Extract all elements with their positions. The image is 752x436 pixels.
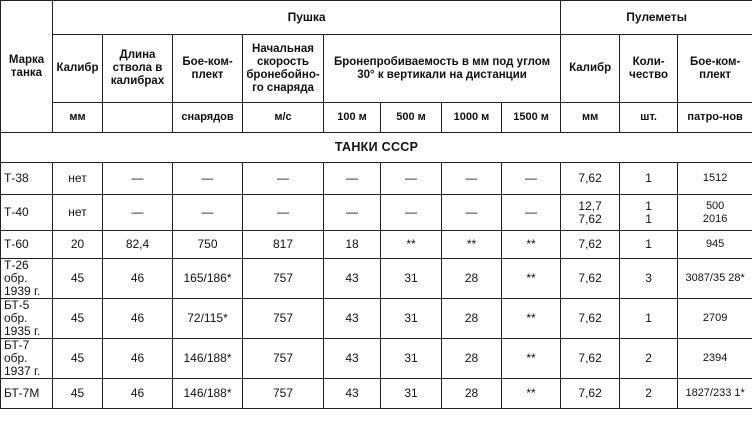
cell-muzzle: 757 [243, 299, 324, 339]
cell-muzzle: 757 [243, 339, 324, 379]
cell-ammo: 72/115* [173, 299, 243, 339]
cell-mg-ammo: 2709 [678, 299, 752, 339]
cell-name: БТ-7 обр. 1937 г. [1, 339, 53, 379]
table-row [1, 299, 752, 339]
cell-muzzle: 757 [243, 259, 324, 299]
cell-p500: 31 [381, 299, 442, 339]
cell-muzzle: — [243, 163, 324, 195]
cell-barrel: 46 [103, 339, 173, 379]
cell-name: Т-60 [1, 231, 53, 259]
table-row [1, 163, 752, 195]
cell-p500: 31 [381, 339, 442, 379]
cell-p1500: ** [502, 299, 561, 339]
unit-mg-count: шт. [620, 103, 678, 133]
cell-ammo: — [173, 195, 243, 231]
cell-p1000: 28 [442, 379, 502, 409]
cell-mg-ammo: 3087/35 28* [678, 259, 752, 299]
unit-d500: 500 м [381, 103, 442, 133]
unit-mg-caliber: мм [561, 103, 620, 133]
cell-ammo: 146/188* [173, 379, 243, 409]
cell-p100: 18 [324, 231, 381, 259]
cell-mg-caliber: 7,62 [561, 299, 620, 339]
cell-ammo: 750 [173, 231, 243, 259]
cell-p1000: — [442, 195, 502, 231]
cell-mg-ammo: 1512 [678, 163, 752, 195]
cell-caliber: 45 [53, 379, 103, 409]
section-title: ТАНКИ СССР [1, 133, 752, 163]
cell-p1500: ** [502, 259, 561, 299]
header-mg-caliber: Калибр [561, 35, 620, 103]
cell-barrel: 46 [103, 379, 173, 409]
unit-d1500: 1500 м [502, 103, 561, 133]
cell-mg-count: 1 [620, 163, 678, 195]
header-mg-count: Коли-чество [620, 35, 678, 103]
cell-caliber: 20 [53, 231, 103, 259]
unit-mg-ammo: патро-нов [678, 103, 752, 133]
cell-p1000: — [442, 163, 502, 195]
unit-caliber: мм [53, 103, 103, 133]
cell-muzzle: — [243, 195, 324, 231]
cell-p500: ** [381, 231, 442, 259]
cell-p1500: — [502, 163, 561, 195]
cell-mg-count: 3 [620, 259, 678, 299]
unit-d1000: 1000 м [442, 103, 502, 133]
cell-barrel: 82,4 [103, 231, 173, 259]
cell-mg-caliber: 7,62 [561, 163, 620, 195]
table-row [1, 339, 752, 379]
header-gun-group: Пушка [53, 1, 561, 35]
cell-p1000: 28 [442, 339, 502, 379]
cell-p500: 31 [381, 379, 442, 409]
cell-caliber: 45 [53, 299, 103, 339]
cell-ammo: 146/188* [173, 339, 243, 379]
cell-ammo: 165/186* [173, 259, 243, 299]
cell-p1000: 28 [442, 259, 502, 299]
header-brand: Марка танка [1, 1, 53, 133]
table-row [1, 195, 752, 231]
unit-barrel [103, 103, 173, 133]
cell-p100: 43 [324, 339, 381, 379]
cell-p500: — [381, 163, 442, 195]
cell-mg-caliber: 7,62 [561, 231, 620, 259]
cell-p500: 31 [381, 259, 442, 299]
cell-ammo: — [173, 163, 243, 195]
cell-p100: 43 [324, 259, 381, 299]
cell-mg-count: 1 [620, 231, 678, 259]
cell-barrel: 46 [103, 259, 173, 299]
cell-caliber: нет [53, 163, 103, 195]
table-row [1, 259, 752, 299]
header-penetration: Бронепробиваемость в мм под углом 30° к вертикали на дистанции [324, 35, 561, 103]
cell-p1000: ** [442, 231, 502, 259]
cell-mg-caliber: 7,62 [561, 379, 620, 409]
header-barrel: Длина ствола в калибрах [103, 35, 173, 103]
table-row [1, 231, 752, 259]
cell-mg-caliber: 12,7 7,62 [561, 195, 620, 231]
cell-name: БТ-5 обр. 1935 г. [1, 299, 53, 339]
cell-mg-ammo: 500 2016 [678, 195, 752, 231]
cell-name: Т-38 [1, 163, 53, 195]
cell-p1500: — [502, 195, 561, 231]
cell-p500: — [381, 195, 442, 231]
cell-name: Т-40 [1, 195, 53, 231]
unit-muzzle: м/с [243, 103, 324, 133]
cell-p100: 43 [324, 379, 381, 409]
cell-caliber: 45 [53, 339, 103, 379]
cell-p100: 43 [324, 299, 381, 339]
cell-p1500: ** [502, 339, 561, 379]
cell-name: Т-26 обр. 1939 г. [1, 259, 53, 299]
header-mg-ammo: Бое-ком-плект [678, 35, 752, 103]
header-gun-ammo: Бое-ком-плект [173, 35, 243, 103]
cell-p1500: ** [502, 231, 561, 259]
cell-muzzle: 817 [243, 231, 324, 259]
table-row [1, 379, 752, 409]
cell-barrel: 46 [103, 299, 173, 339]
cell-mg-count: 2 [620, 379, 678, 409]
cell-mg-count: 2 [620, 339, 678, 379]
header-muzzle: Начальная скорость бронебойно-го снаряда [243, 35, 324, 103]
cell-mg-ammo: 945 [678, 231, 752, 259]
unit-gun-ammo: снарядов [173, 103, 243, 133]
cell-mg-ammo: 2394 [678, 339, 752, 379]
header-caliber: Калибр [53, 35, 103, 103]
cell-p100: — [324, 163, 381, 195]
cell-caliber: нет [53, 195, 103, 231]
header-mg-group: Пулеметы [561, 1, 752, 35]
cell-p1500: ** [502, 379, 561, 409]
cell-mg-count: 1 1 [620, 195, 678, 231]
cell-barrel: — [103, 163, 173, 195]
cell-mg-caliber: 7,62 [561, 259, 620, 299]
cell-p100: — [324, 195, 381, 231]
cell-barrel: — [103, 195, 173, 231]
unit-d100: 100 м [324, 103, 381, 133]
cell-p1000: 28 [442, 299, 502, 339]
cell-mg-ammo: 1827/233 1* [678, 379, 752, 409]
cell-mg-caliber: 7,62 [561, 339, 620, 379]
cell-muzzle: 757 [243, 379, 324, 409]
cell-name: БТ-7М [1, 379, 53, 409]
cell-mg-count: 1 [620, 299, 678, 339]
cell-caliber: 45 [53, 259, 103, 299]
